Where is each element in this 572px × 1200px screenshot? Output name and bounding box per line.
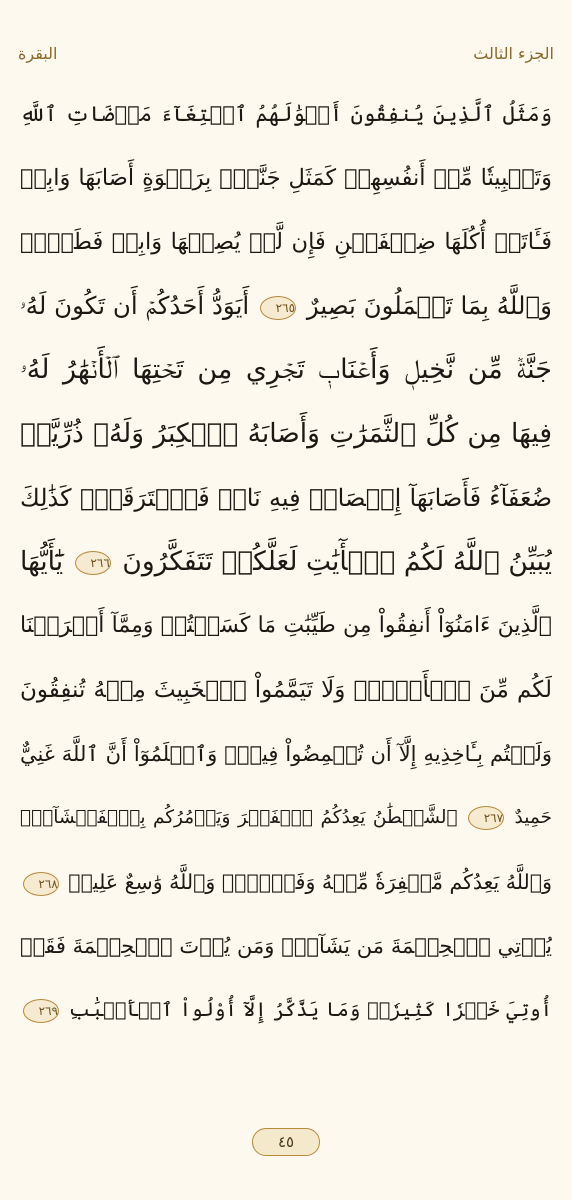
text-line bbox=[20, 530, 552, 594]
ayah-end-marker: ٢٦٦ bbox=[75, 551, 111, 575]
text-line bbox=[20, 466, 552, 530]
verse-text: ٱلَّذِينَ ءَامَنُوٓاْ أَنفِقُواْ مِن طَيِّبَٰتِ مَا كَسَبۡتُمۡ وَمِمَّآ أَخۡرَجۡنَا bbox=[20, 613, 552, 638]
verse-text: يُؤۡتِي ٱلۡحِكۡمَةَ مَن يَشَآءُۚ وَمَن يُؤۡتَ ٱلۡحِكۡمَةَ فَقَدۡ bbox=[20, 934, 552, 958]
verse-text: فَـَٔاتَتۡ أُكُلَهَا ضِعۡفَيۡنِ فَإِن لَّمۡ يُصِبۡهَا وَابِلٞ فَطَلّٞۗ bbox=[20, 229, 552, 255]
text-line bbox=[20, 658, 552, 722]
surah-label: البقرة bbox=[18, 43, 58, 63]
verse-text: وَٱللَّهُ يَعِدُكُم مَّغۡفِرَةٗ مِّنۡهُ وَفَضۡلٗاۗ وَٱللَّهُ وَٰسِعٌ عَلِيمٞ bbox=[68, 870, 552, 894]
verse-text: جَنَّةٞ مِّن نَّخِيلٖ وَأَعۡنَابٖ تَجۡرِي مِن تَحۡتِهَا ٱلۡأَنۡهَٰرُ لَهُۥ bbox=[20, 354, 552, 385]
verse-text: أَيَوَدُّ أَحَدُكُمۡ أَن تَكُونَ لَهُۥ bbox=[20, 291, 250, 320]
verse-text: فِيهَا مِن كُلِّ ٱلثَّمَرَٰتِ وَأَصَابَهُ ٱلۡكِبَرُ وَلَهُۥ ذُرِّيَّةٞ bbox=[20, 418, 552, 449]
page-number: ٤٥ bbox=[277, 1133, 295, 1151]
quran-text-block bbox=[20, 82, 552, 1106]
ayah-end-marker: ٢٦٧ bbox=[468, 806, 504, 830]
page-number-badge bbox=[252, 1128, 320, 1156]
verse-text: ٱلشَّيۡطَٰنُ يَعِدُكُمُ ٱلۡفَقۡرَ وَيَأۡمُرُكُم بِٱلۡفَحۡشَآءِۖ bbox=[20, 807, 458, 828]
text-line bbox=[20, 978, 552, 1042]
text-line bbox=[20, 210, 552, 274]
verse-text: لَكُم مِّنَ ٱلۡأَرۡضِۖ وَلَا تَيَمَّمُواْ ٱلۡخَبِيثَ مِنۡهُ تُنفِقُونَ bbox=[20, 677, 552, 703]
verse-text: وَمَثَلُ ٱلَّذِينَ يُنفِقُونَ أَمۡوَٰلَهُمُ ٱبۡتِغَآءَ مَرۡضَاتِ ٱللَّهِ bbox=[20, 102, 552, 126]
verse-text: أُوتِيَ خَيۡرٗا كَثِيرٗاۗ وَمَا يَذَّكَّرُ إِلَّآ أُوْلُواْ ٱلۡأَلۡبَٰبِ bbox=[68, 998, 552, 1021]
text-line bbox=[20, 722, 552, 786]
text-line bbox=[20, 274, 552, 338]
verse-text: حَمِيدٌ bbox=[514, 807, 552, 828]
verse-text: وَٱللَّهُ بِمَا تَعۡمَلُونَ بَصِيرٌ bbox=[306, 291, 552, 320]
text-line bbox=[20, 146, 552, 210]
verse-text: وَلَسۡتُم بِـَٔاخِذِيهِ إِلَّآ أَن تُغۡمِضُواْ فِيهِۚ وَٱعۡلَمُوٓاْ أَنَّ ٱللَّهَ غَنِيٌّ bbox=[20, 742, 552, 766]
text-line bbox=[20, 82, 552, 146]
verse-text: يَٰٓأَيُّهَا bbox=[20, 546, 64, 577]
text-line bbox=[20, 338, 552, 402]
ayah-end-marker: ٢٦٩ bbox=[23, 999, 59, 1023]
text-line bbox=[20, 402, 552, 466]
verse-text: يُبَيِّنُ ٱللَّهُ لَكُمُ ٱلۡأٓيَٰتِ لَعَلَّكُمۡ تَتَفَكَّرُونَ bbox=[122, 546, 552, 577]
text-line bbox=[20, 914, 552, 978]
ayah-end-marker: ٢٦٥ bbox=[260, 296, 296, 320]
text-line bbox=[20, 786, 552, 850]
text-line bbox=[20, 594, 552, 658]
verse-text: وَتَثۡبِيتٗا مِّنۡ أَنفُسِهِمۡ كَمَثَلِ جَنَّةِۭ بِرَبۡوَةٍ أَصَابَهَا وَابِلٞ bbox=[20, 165, 552, 191]
juz-label: الجزء الثالث bbox=[473, 43, 554, 63]
page-header bbox=[18, 38, 554, 68]
verse-text: ضُعَفَآءُ فَأَصَابَهَآ إِعۡصَارٞ فِيهِ نَارٞ فَٱحۡتَرَقَتۡۗ كَذَٰلِكَ bbox=[20, 484, 552, 512]
text-line bbox=[20, 850, 552, 914]
page-footer bbox=[0, 1122, 572, 1162]
ayah-end-marker: ٢٦٨ bbox=[23, 872, 59, 896]
